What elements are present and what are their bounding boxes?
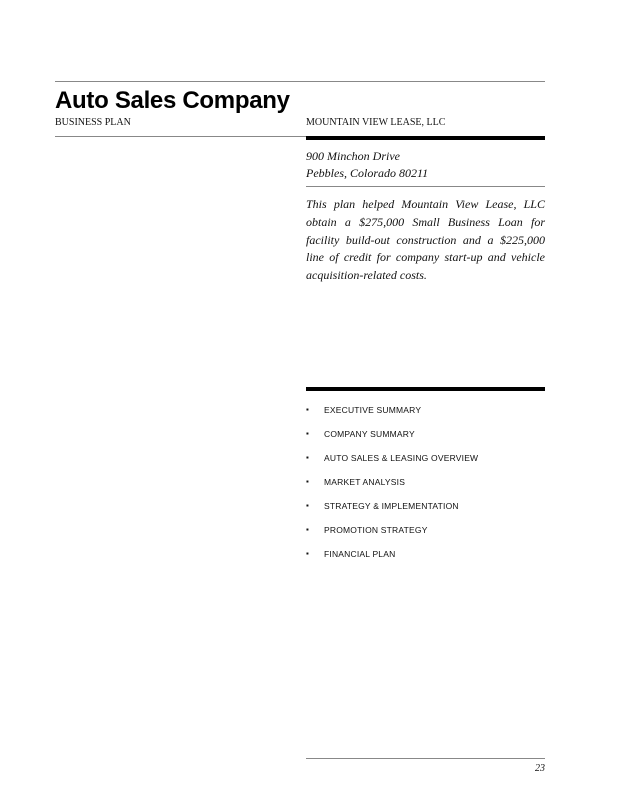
toc-item [306, 453, 545, 477]
bullet-icon: ▪ [306, 549, 310, 558]
address-rule [306, 186, 545, 187]
page-number: 23 [535, 763, 545, 774]
top-rule [55, 81, 545, 82]
bullet-icon: ▪ [306, 453, 310, 462]
toc-item [306, 405, 545, 429]
toc-item-label: AUTO SALES & LEASING OVERVIEW [324, 453, 479, 463]
address-line-1: 900 Minchon Drive [306, 149, 400, 163]
bullet-icon: ▪ [306, 429, 310, 438]
footer-rule [306, 758, 545, 759]
bullet-icon: ▪ [306, 501, 310, 510]
toc-item-label: MARKET ANALYSIS [324, 477, 406, 487]
toc-item-label: PROMOTION STRATEGY [324, 525, 428, 535]
toc-item [306, 525, 545, 549]
bullet-icon: ▪ [306, 525, 310, 534]
toc-item [306, 501, 545, 525]
toc-item [306, 549, 545, 573]
toc-item-label: COMPANY SUMMARY [324, 429, 415, 439]
bullet-icon: ▪ [306, 405, 310, 414]
plan-description: This plan helped Mountain View Lease, LLC obtain a $275,000 Small Business Loan for facility build-out construction and a $225,000 line of credit for company start-up and vehicle acquisition-related costs. [306, 197, 545, 283]
bullet-icon: ▪ [306, 477, 310, 486]
toc-item [306, 477, 545, 501]
company-address [306, 148, 545, 182]
thick-divider [306, 136, 545, 140]
document-type-label: BUSINESS PLAN [55, 117, 131, 128]
toc-divider [306, 387, 545, 391]
toc-item-label: FINANCIAL PLAN [324, 549, 396, 559]
toc-item-label: EXECUTIVE SUMMARY [324, 405, 422, 415]
company-name-label: MOUNTAIN VIEW LEASE, LLC [306, 117, 446, 128]
table-of-contents [306, 405, 545, 573]
toc-item [306, 429, 545, 453]
address-line-2: Pebbles, Colorado 80211 [306, 166, 429, 180]
toc-item-label: STRATEGY & IMPLEMENTATION [324, 501, 459, 511]
page-title: Auto Sales Company [55, 87, 290, 114]
